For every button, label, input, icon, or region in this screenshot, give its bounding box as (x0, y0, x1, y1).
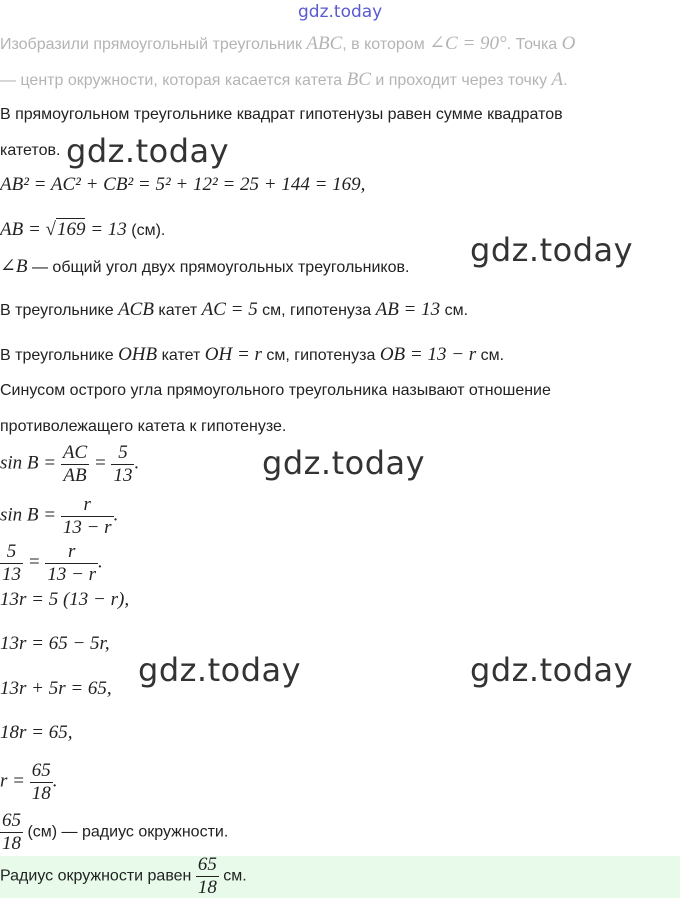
task-text: . Точка (506, 36, 562, 53)
acb-line (0, 298, 468, 323)
fraction-5-13: $\frac{5}{13}$ (113, 442, 133, 486)
answer-text: Радиус окружности равен (0, 867, 196, 885)
math-pythagoras: AB² = AC² + CB² = 5² + 12² = 25 + 144 = 169, (0, 174, 366, 195)
answer-fraction: $\frac{65}{18}$ (197, 854, 217, 898)
text: — общий угол двух прямоугольных треугольников. (27, 259, 410, 276)
dot: . (98, 551, 103, 573)
eq-line-5 (0, 760, 57, 805)
ohb-line (0, 343, 504, 368)
fraction-r-13-r: $\frac{r}{13 - r}$ (62, 494, 112, 538)
sin-line-2 (0, 494, 118, 539)
math-angle-b: ∠B (0, 256, 28, 277)
task-text: Изобразили прямоугольный треугольник (0, 36, 307, 53)
dot: . (134, 452, 140, 474)
unit-text: (см). (126, 222, 166, 239)
pyth-text-2: катетов. (0, 142, 61, 159)
answer-line (0, 854, 247, 899)
math-ab: AB = (0, 219, 46, 240)
dot: . (52, 770, 58, 792)
angle-b-line (0, 255, 409, 280)
watermark: gdz.today (66, 132, 230, 170)
fraction-ac-ab: $\frac{AC}{AB}$ (62, 442, 88, 486)
proportion-line (0, 541, 103, 586)
text: см, гипотенуза (257, 302, 376, 319)
math-ac: AC = 5 (201, 299, 258, 320)
sqrt-sign: √ (45, 219, 56, 240)
math-sin-b: sin B = (0, 452, 61, 474)
fraction-r-13-r: $\frac{r}{13 - r}$ (47, 541, 97, 585)
watermark: gdz.today (138, 651, 302, 689)
text: В треугольнике (0, 347, 119, 364)
task-text: . (563, 72, 568, 89)
equals: = (23, 551, 46, 573)
eq-line-1 (0, 588, 129, 613)
math-angle-c: ∠C = 90° (429, 33, 507, 54)
answer-unit: см. (218, 867, 247, 885)
eq-line-2 (0, 632, 110, 657)
pyth-formula (0, 173, 365, 198)
math-eq: 13r = 5 (13 − r), (0, 589, 130, 610)
text: катет (153, 302, 202, 319)
text: см. (476, 347, 505, 364)
watermark: gdz.today (470, 231, 634, 269)
task-text: — центр окружности, которая касается катета (0, 72, 347, 89)
task-line-2 (0, 68, 568, 93)
math-oh: OH = r (204, 344, 262, 365)
task-line-1 (0, 32, 575, 57)
task-text: , в котором (342, 36, 430, 53)
dot: . (113, 504, 119, 526)
eq-line-3 (0, 677, 112, 702)
fraction-65-18: $\frac{65}{18}$ (2, 810, 21, 854)
fraction-5-13: $\frac{5}{13}$ (2, 541, 21, 585)
watermark-top: gdz.today (298, 2, 383, 22)
math-eq: 13r = 65 − 5r, (0, 633, 110, 654)
math-ab-13: AB = 13 (375, 299, 441, 320)
text: катет (157, 347, 205, 364)
sqrt-value: 169 (56, 219, 86, 240)
radius-line (0, 810, 228, 855)
math-eq: 18r = 65, (0, 722, 73, 743)
watermark: gdz.today (470, 651, 634, 689)
sine-def-2: противолежащего катета к гипотенузе. (0, 418, 287, 435)
pyth-text-1: В прямоугольном треугольнике квадрат гипотенузы равен сумме квадратов (0, 106, 563, 123)
ab-line (0, 218, 165, 243)
eq-line-4 (0, 721, 72, 746)
math-sin-b: sin B = (0, 504, 61, 526)
text: см. (440, 302, 469, 319)
math-eq: 13r + 5r = 65, (0, 678, 112, 699)
math-a: A (551, 69, 564, 90)
fraction-65-18: $\frac{65}{18}$ (31, 760, 51, 804)
math-abc: ABC (306, 33, 343, 54)
math-o: O (561, 33, 576, 54)
math-ohb: OHB (118, 344, 158, 365)
sine-def-1: Синусом острого угла прямоугольного треугольника называют отношение (0, 382, 551, 399)
sin-line-1 (0, 442, 139, 487)
task-text: и проходит через точку (370, 72, 552, 89)
watermark: gdz.today (262, 444, 426, 482)
text: В треугольнике (0, 302, 119, 319)
math-ob: OB = 13 − r (379, 344, 477, 365)
math-r: r = (0, 770, 30, 792)
text: см, гипотенуза (261, 347, 380, 364)
math-acb: ACB (118, 299, 154, 320)
answer-box (0, 856, 680, 898)
math-bc: BC (346, 69, 371, 90)
equals: = (89, 452, 112, 474)
text: (см) — радиус окружности. (23, 823, 229, 841)
math-13: = 13 (85, 219, 127, 240)
